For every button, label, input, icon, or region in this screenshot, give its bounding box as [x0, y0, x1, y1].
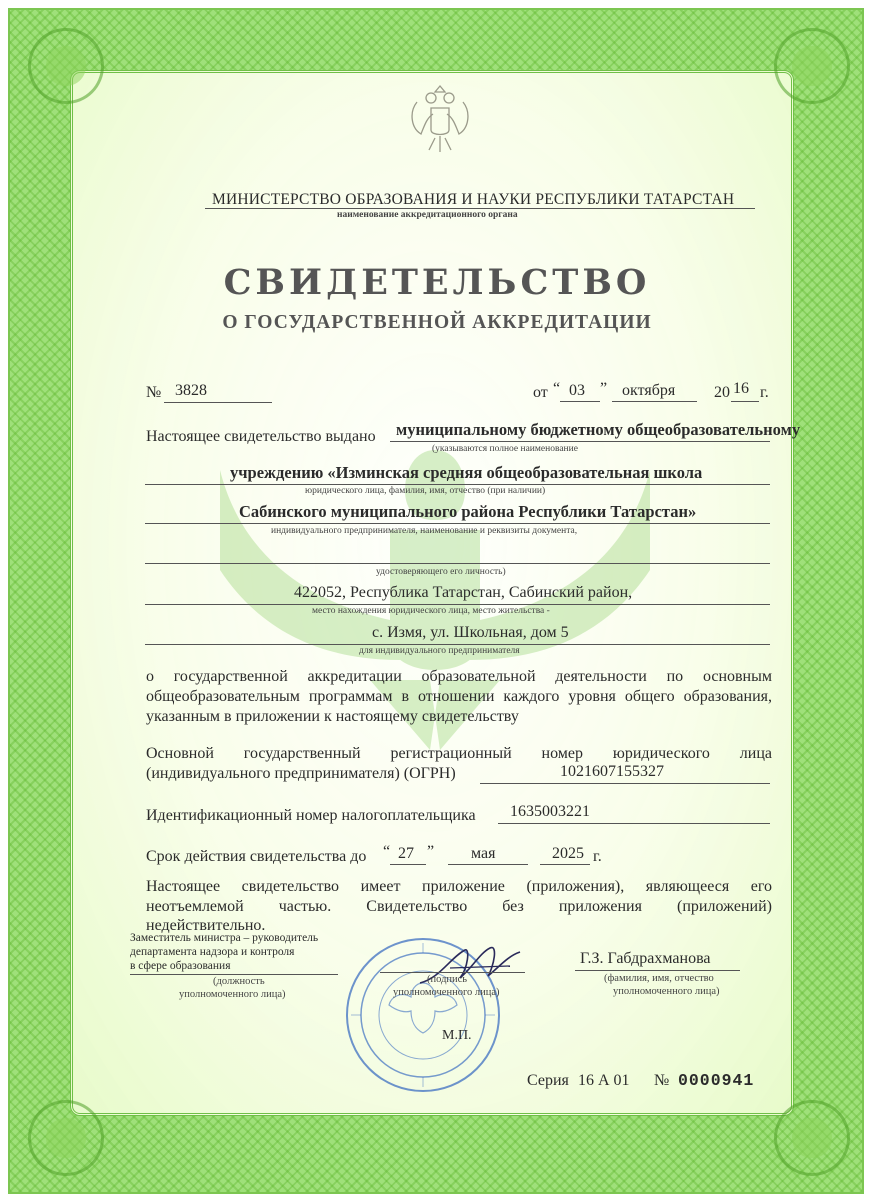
org-name-line2: учреждению «Изминская средняя общеобразовательная школа	[230, 463, 703, 482]
document-title: СВИДЕТЕЛЬСТВО	[223, 262, 651, 303]
appendix-text-line2: неотъемлемой частью. Свидетельство без приложения (приложений)	[146, 898, 772, 915]
validity-year: 2025	[552, 845, 584, 862]
series-value: 16 А 01	[578, 1072, 630, 1089]
ministry-name: МИНИСТЕРСТВО ОБРАЗОВАНИЯ И НАУКИ РЕСПУБЛИКИ ТАТАРСТАН	[212, 191, 735, 208]
ministry-underline	[205, 208, 755, 209]
signer-position-line3: в сфере образования	[130, 960, 231, 972]
position-underline	[130, 974, 338, 975]
date-quote-open: “	[553, 380, 561, 397]
validity-label: Срок действия свидетельства до	[146, 848, 367, 865]
ogrn-label-line1: Основной государственный регистрационный номер юридического лица	[146, 745, 772, 762]
number-sign: №	[146, 384, 162, 401]
certificate-number: 3828	[175, 382, 207, 399]
coat-of-arms-icon	[405, 78, 475, 156]
address-caption1: место нахождения юридического лица, место жительства -	[312, 606, 550, 616]
document-subtitle: О ГОСУДАРСТВЕННОЙ АККРЕДИТАЦИИ	[222, 312, 652, 333]
day-underline	[560, 401, 600, 402]
ogrn-underline	[480, 783, 770, 784]
ogrn-label-line2: (индивидуального предпринимателя) (ОГРН)	[146, 765, 456, 782]
ministry-caption: наименование аккредитационного органа	[337, 210, 518, 220]
org-line2-underline	[145, 484, 770, 485]
accreditation-text-line3: указанным в приложении к настоящему свидетельству	[146, 708, 519, 725]
validity-quote-close: ”	[427, 843, 435, 860]
signer-position-line2: департамента надзора и контроля	[130, 946, 295, 958]
validity-day-underline	[390, 864, 426, 865]
signer-name: Г.З. Габдрахманова	[580, 950, 711, 967]
signer-position-line1: Заместитель министра – руководитель	[130, 932, 319, 944]
org-caption4: удостоверяющего его личность)	[376, 567, 506, 577]
issued-label: Настоящее свидетельство выдано	[146, 428, 376, 445]
stamp-place-label: М.П.	[442, 1028, 472, 1043]
name-caption1: (фамилия, имя, отчество	[604, 973, 714, 984]
corner-ornament	[28, 1100, 104, 1176]
sign-underline	[380, 972, 525, 973]
blank-underline	[145, 563, 770, 564]
inn-underline	[498, 823, 770, 824]
year-underline	[731, 401, 759, 402]
org-line1-underline	[390, 441, 770, 442]
inn-value: 1635003221	[510, 803, 590, 820]
name-caption2: уполномоченного лица)	[613, 986, 720, 997]
issue-year: 16	[733, 380, 749, 397]
validity-quote-open: “	[383, 843, 391, 860]
address2-underline	[145, 644, 770, 645]
corner-ornament	[28, 28, 104, 104]
corner-ornament	[774, 1100, 850, 1176]
address-line2: с. Измя, ул. Школьная, дом 5	[372, 624, 569, 641]
address1-underline	[145, 604, 770, 605]
validity-year-underline	[540, 864, 590, 865]
org-caption3: индивидуального предпринимателя, наименование и реквизиты документа,	[271, 526, 578, 536]
org-line3-underline	[145, 523, 770, 524]
inn-label: Идентификационный номер налогоплательщика	[146, 807, 476, 824]
validity-year-end: г.	[593, 848, 602, 865]
year-prefix: 20	[714, 384, 730, 401]
date-prefix: от	[533, 384, 548, 401]
ogrn-value: 1021607155327	[560, 763, 664, 780]
address-line1: 422052, Республика Татарстан, Сабинский район,	[294, 584, 633, 601]
appendix-text-line1: Настоящее свидетельство имеет приложение (приложения), являющееся его	[146, 878, 772, 895]
appendix-text-line3: недействительно.	[146, 917, 266, 934]
name-underline	[575, 970, 740, 971]
issue-day: 03	[569, 382, 585, 399]
validity-month-underline	[448, 864, 528, 865]
month-underline	[612, 401, 697, 402]
accreditation-text-line1: о государственной аккредитации образовательной деятельности по основным	[146, 668, 772, 685]
issue-month: октября	[622, 382, 676, 399]
org-name-line1: муниципальному бюджетному общеобразовательному	[396, 420, 801, 439]
date-quote-close: ”	[600, 380, 608, 397]
position-caption2: уполномоченного лица)	[179, 989, 286, 1000]
org-caption2: юридического лица, фамилия, имя, отчество (при наличии)	[305, 486, 546, 496]
org-caption1: (указываются полное наименование	[432, 444, 578, 454]
series-label: Серия	[527, 1072, 569, 1089]
year-end: г.	[760, 384, 769, 401]
address-caption2: для индивидуального предпринимателя	[359, 646, 520, 656]
series-number-sign: №	[654, 1072, 670, 1089]
sign-caption2: уполномоченного лица)	[393, 987, 500, 998]
series-number: 0000941	[678, 1071, 755, 1090]
corner-ornament	[774, 28, 850, 104]
validity-month: мая	[471, 845, 496, 862]
position-caption1: (должность	[213, 976, 265, 987]
sign-caption1: (подпись	[427, 974, 468, 985]
accreditation-text-line2: общеобразовательным программам в отношении каждого уровня общего образования,	[146, 688, 772, 705]
validity-day: 27	[398, 845, 414, 862]
number-underline	[164, 402, 272, 403]
org-name-line3: Сабинского муниципального района Республики Татарстан»	[239, 502, 697, 521]
